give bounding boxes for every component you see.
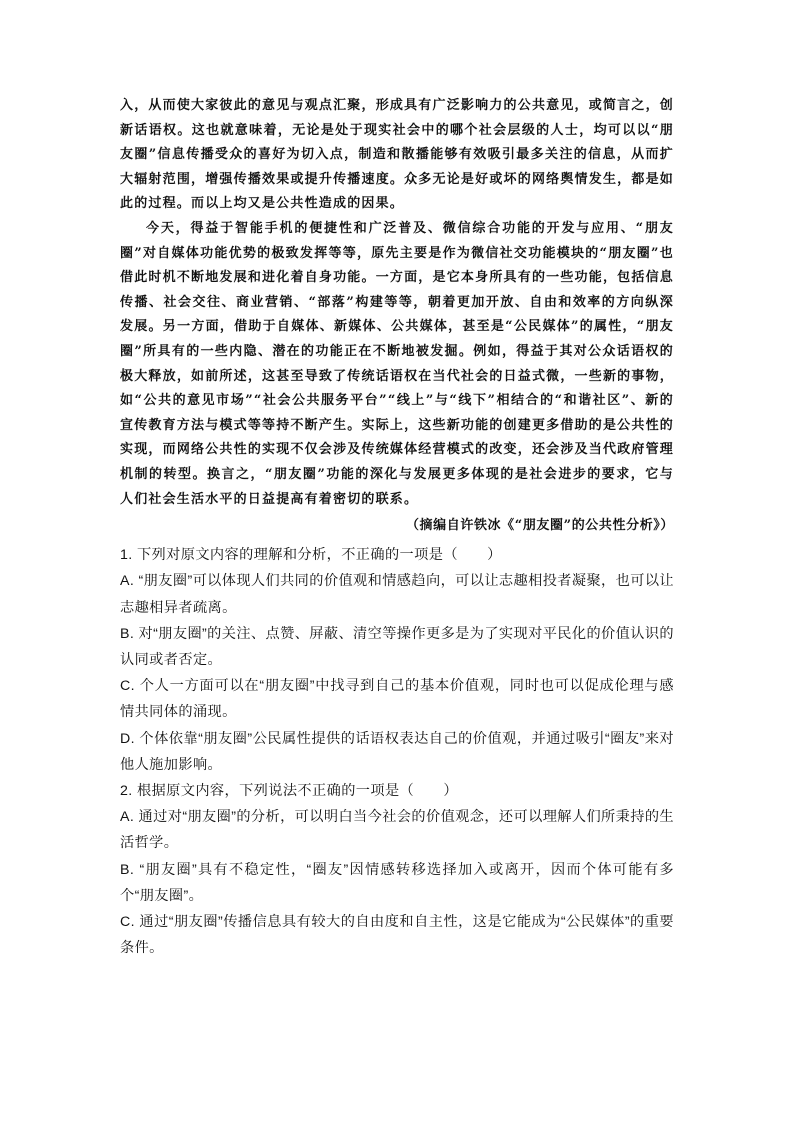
- question-1-option-c: C. 个人一方面可以在“朋友圈”中找寻到自己的基本价值观，同时也可以促成伦理与感情共同体的涌现。: [120, 678, 674, 721]
- question-stem: 2. 根据原文内容，下列说法不正确的一项是（ ）: [120, 782, 458, 799]
- article-paragraph-2: 今天，得益于智能手机的便捷性和广泛普及、微信综合功能的开发与应用、“朋友圈”对自媒体功能优势的极致发挥等等，原先主要是作为微信社交功能模块的“朋友圈”也借此时机不断地发展和进化着自身功能。一方面，是它本身所具有的一些功能，包括信息传播、社会交往、商业营销、“部落”构建等等，朝着更加开放、自由和效率的方向纵深发展。另一方面，借助于自媒体、新媒体、公共媒体，甚至是“公民媒体”的属性，“朋友圈”所具有的一些内隐、潜在的功能正在不断地被发掘。例如，得益于其对公众话语权的极大释放，如前所述，这甚至导致了传统话语权在当代社会的日益式微，一些新的事物，如“公共的意见市场”“社会公共服务平台”“线上”与“线下”相结合的“和谐社区”、新的宣传教育方法与模式等等持不断产生。实际上，这些新功能的创建更多借助的是公共性的实现，而网络公共性的实现不仅会涉及传统媒体经营模式的改变，还会涉及当代政府管理机制的转型。换言之，“朋友圈”功能的深化与发展更多体现的是社会进步的要求，它与人们社会生活水平的日益提高有着密切的联系。: [120, 220, 674, 507]
- question-2-option-c: C. 通过“朋友圈”传播信息具有较大的自由度和自主性，这是它能成为“公民媒体”的重要条件。: [120, 913, 674, 957]
- question-2-option-a: A. 通过对“朋友圈”的分析，可以明白当今社会的价值观念，还可以理解人们所秉持的生活哲学。: [120, 809, 674, 852]
- question-1-option-d: D. 个体依靠“朋友圈”公民属性提供的话语权表达自己的价值观，并通过吸引“圈友”来对他人施加影响。: [120, 730, 674, 773]
- question-stem: 1. 下列对原文内容的理解和分析，不正确的一项是（ ）: [120, 547, 502, 564]
- question-1-option-b: B. 对“朋友圈”的关注、点赞、屏蔽、清空等操作更多是为了实现对平民化的价值认识的认同或者否定。: [120, 625, 674, 668]
- questions-section: [120, 542, 674, 961]
- question-2-option-b: B. “朋友圈”具有不稳定性，“圈友”因情感转移选择加入或离开，因而个体可能有多个“朋友圈”。: [120, 861, 674, 904]
- document-page: [120, 94, 674, 961]
- question-1: [120, 542, 674, 778]
- question-2: [120, 778, 674, 961]
- question-1-option-a: A. “朋友圈”可以体现人们共同的价值观和情感趋向，可以让志趣相投者凝聚，也可以让志趣相异者疏离。: [120, 573, 674, 616]
- article-body: [120, 94, 674, 512]
- article-source: （摘编自许铁冰《“朋友圈”的公共性分析》）: [405, 518, 674, 534]
- article-paragraph-1: 入，从而使大家彼此的意见与观点汇聚，形成具有广泛影响力的公共意见，或简言之，创新话语权。这也就意味着，无论是处于现实社会中的哪个社会层级的人士，均可以以“朋友圈”信息传播受众的喜好为切入点，制造和散播能够有效吸引最多关注的信息，从而扩大辐射范围，增强传播效果或提升传播速度。众多无论是好或坏的网络舆情发生，都是如此的过程。而以上均又是公共性造成的因果。: [120, 98, 674, 212]
